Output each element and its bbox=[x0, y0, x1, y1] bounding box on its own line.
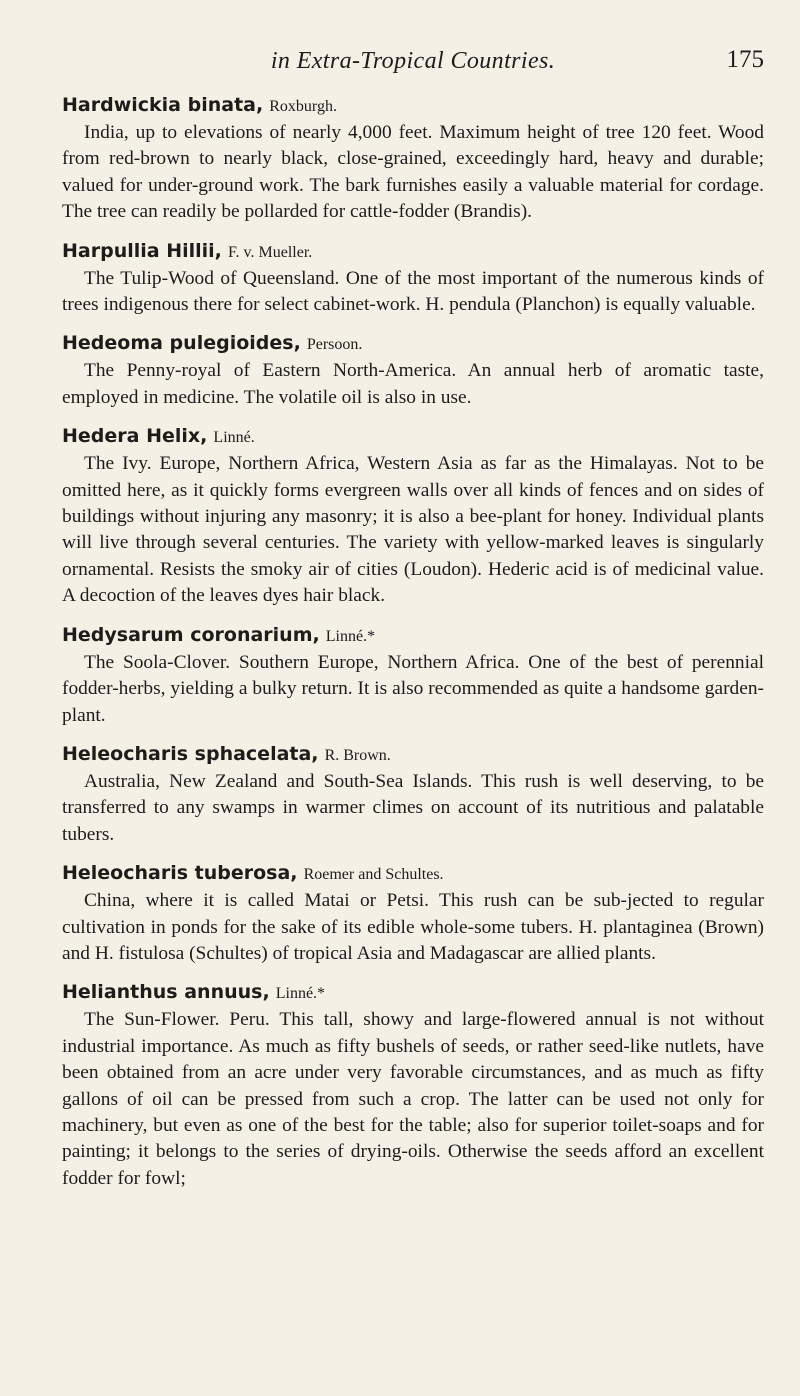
entry-hedera-helix bbox=[62, 423, 764, 609]
page-number: 175 bbox=[726, 46, 764, 73]
species-authority: Roemer and Schultes. bbox=[303, 866, 444, 884]
entry-heading bbox=[62, 238, 764, 266]
entry-heading bbox=[62, 741, 764, 769]
species-authority: Linné. bbox=[213, 429, 255, 447]
entry-heading bbox=[62, 423, 764, 451]
species-name: Hedeoma pulegioides, bbox=[62, 332, 301, 355]
entry-hedysarum-coronarium bbox=[62, 622, 764, 729]
entry-heleocharis-tuberosa bbox=[62, 860, 764, 967]
entry-text: The Tulip-Wood of Queensland. One of the most important of the numerous kinds of trees indigenous there for select cabinet-work. H. pendula (Planchon) is equally valuable. bbox=[62, 267, 764, 316]
species-name: Helianthus annuus, bbox=[62, 981, 270, 1004]
species-name: Hedysarum coronarium, bbox=[62, 623, 320, 646]
entry-text: The Sun-Flower. Peru. This tall, showy and large-flowered annual is not without industrial importance. As much as fifty bushels of seeds, or rather seed-like nutlets, have been obtained from an acre under very favorable circumstances, and as much as fifty gallons of oil can be pressed from such a crop. The latter can be used not only for machinery, but even as one of the best for the table; also for superior toilet-soaps and for painting; it belongs to the series of drying-oils. Otherwise the seeds afford an excellent fodder for fowl; bbox=[62, 1009, 764, 1189]
entry-heading bbox=[62, 979, 764, 1007]
species-name: Harpullia Hillii, bbox=[62, 239, 222, 262]
entry-hedeoma-pulegioides bbox=[62, 330, 764, 411]
entry-heading bbox=[62, 622, 764, 650]
species-authority: R. Brown. bbox=[324, 746, 391, 764]
species-authority: Roxburgh. bbox=[269, 98, 337, 115]
species-authority: Linné.* bbox=[325, 627, 376, 645]
running-title: in Extra-Tropical Countries. bbox=[270, 48, 556, 74]
entry-heleocharis-sphacelata bbox=[62, 741, 764, 848]
species-name: Heleocharis tuberosa, bbox=[62, 862, 298, 885]
entry-harpullia-hillii bbox=[62, 238, 764, 319]
species-authority: Linné.* bbox=[275, 985, 326, 1003]
running-header bbox=[62, 40, 764, 76]
entry-text: India, up to elevations of nearly 4,000 feet. Maximum height of tree 120 feet. Wood from red-brown to nearly black, close-grained, exceedingly hard, heavy and durable; valued for under-ground work. The bark furnishes easily a valuable material for cordage. The tree can readily be pollarded for cattle-fodder (Brandis). bbox=[62, 122, 764, 223]
entry-heading bbox=[62, 860, 764, 888]
entry-hardwickia-binata bbox=[62, 92, 764, 226]
species-name: Hedera Helix, bbox=[62, 425, 208, 448]
entry-heading bbox=[62, 330, 764, 358]
entry-helianthus-annuus bbox=[62, 979, 764, 1192]
species-authority: Persoon. bbox=[306, 336, 363, 354]
entry-text: The Soola-Clover. Southern Europe, Northern Africa. One of the best of perennial fodder-herbs, yielding a bulky return. It is also recommended as quite a handsome garden-plant. bbox=[62, 651, 764, 726]
species-name: Heleocharis sphacelata, bbox=[62, 742, 319, 765]
entry-text: Australia, New Zealand and South-Sea Islands. This rush is well deserving, to be transferred to any swamps in warmer climes on account of its nutritious and palatable tubers. bbox=[62, 770, 764, 845]
species-name: Hardwickia binata, bbox=[62, 94, 264, 116]
entry-heading bbox=[62, 92, 764, 120]
entry-text: China, where it is called Matai or Petsi. This rush can be sub-jected to regular cultivation in ponds for the sake of its edible whole-some tubers. H. plantaginea (Brown) and H. fistulosa (Schultes) of tropical Asia and Madagascar are allied plants. bbox=[62, 890, 764, 964]
species-authority: F. v. Mueller. bbox=[227, 243, 313, 261]
entry-text: The Penny-royal of Eastern North-America. An annual herb of aromatic taste, employed in medicine. The volatile oil is also in use. bbox=[62, 360, 764, 408]
book-page bbox=[62, 40, 764, 1204]
entry-text: The Ivy. Europe, Northern Africa, Western Asia as far as the Himalayas. Not to be omitted here, as it quickly forms evergreen walls over all kinds of fences and on sides of buildings without injuring any masonry; it is also a bee-plant for honey. Individual plants will live through several centuries. The variety with yellow-marked leaves is singularly ornamental. Resists the smoky air of cities (Loudon). Hederic acid is of medicinal value. A decoction of the leaves dyes hair black. bbox=[62, 453, 764, 607]
